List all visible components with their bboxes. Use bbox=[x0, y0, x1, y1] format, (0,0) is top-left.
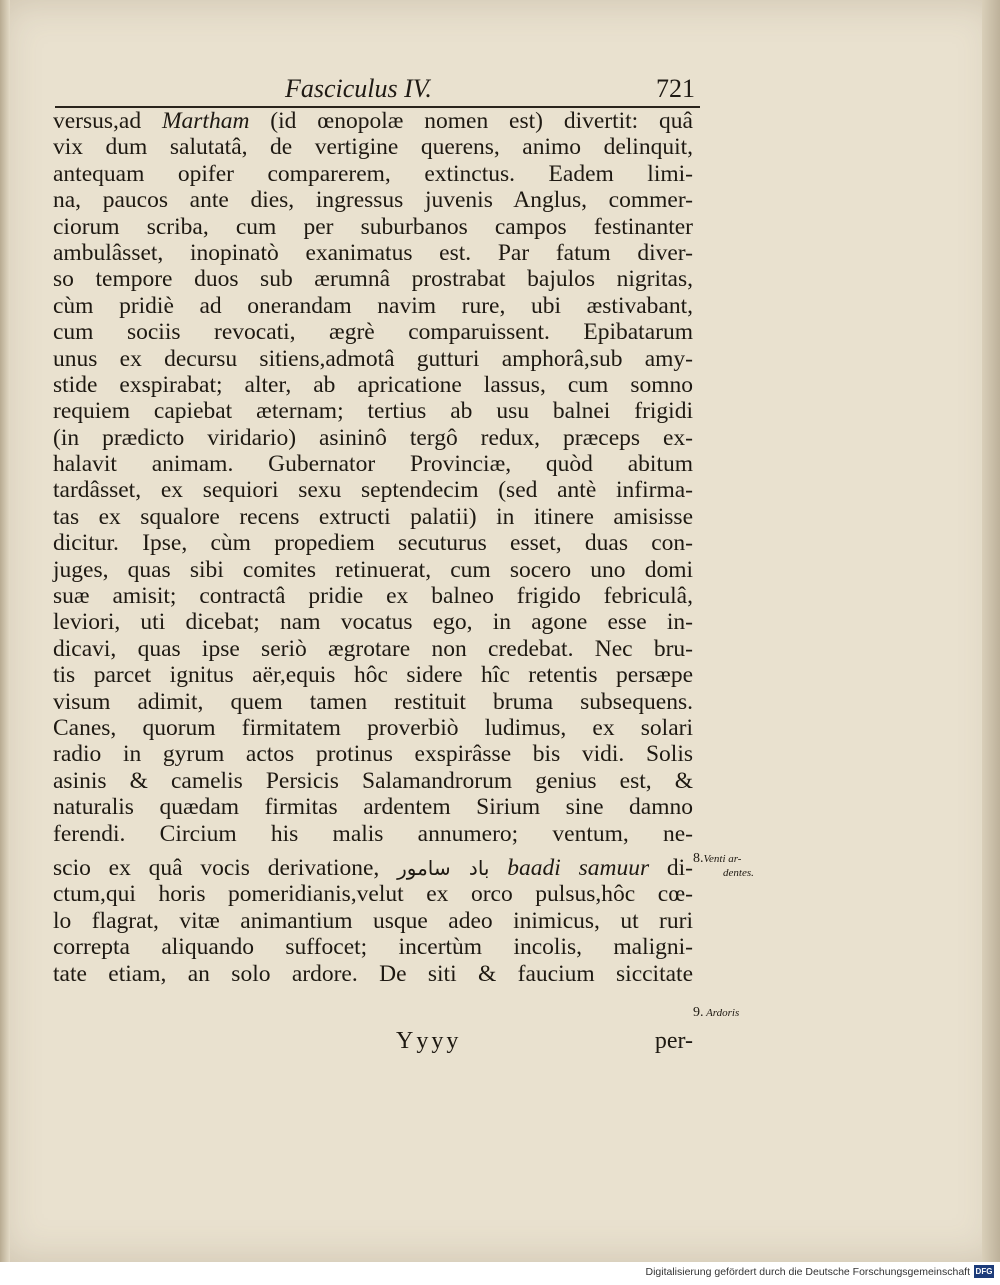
transliteration: baadi samuur bbox=[489, 854, 650, 881]
text-line: cum sociis revocati, ægrè comparuissent. Epibatarum bbox=[53, 319, 693, 346]
dfg-logo: DFG bbox=[975, 1267, 993, 1276]
margin-note-ardoris: 9. Ardoris bbox=[693, 1005, 740, 1020]
arabic-word: باد سامور bbox=[397, 855, 490, 880]
text-line: tardâsset, ex sequiori sexu septendecim (sed antè infirma- bbox=[53, 477, 693, 504]
text-line: versus,ad Martham (id œnopolæ nomen est) divertit: quâ bbox=[53, 108, 693, 134]
text-line: ambulâsset, inopinatò exanimatus est. Par fatum diver- bbox=[53, 239, 693, 266]
text-line: dicitur. Ipse, cùm propediem secuturus esset, duas con- bbox=[53, 530, 693, 557]
signature-mark: Yyyy bbox=[396, 1028, 462, 1054]
text-line: ferendi. Circium his malis annumero; ventum, ne- bbox=[53, 820, 693, 847]
text-line: ciorum scriba, cum per suburbanos campos festinanter bbox=[53, 213, 693, 240]
running-title: Fasciculus IV. bbox=[285, 74, 432, 103]
text-line: cùm pridiè ad onerandam navim rure, ubi æstivabant, bbox=[53, 292, 693, 319]
body-text bbox=[53, 108, 693, 987]
text-line: radio in gyrum actos protinus exspirâsse bis vidi. Solis bbox=[53, 741, 693, 768]
text-line: stide exspirabat; alter, ab apricatione lassus, cum somno bbox=[53, 371, 693, 398]
text-line: vix dum salutatâ, de vertigine querens, animo delinquit, bbox=[53, 134, 693, 161]
text-line: na, paucos ante dies, ingressus juvenis Anglus, commer- bbox=[53, 187, 693, 214]
page-left-edge bbox=[0, 0, 10, 1262]
text-line: leviori, uti dicebat; nam vocatus ego, in agone esse in- bbox=[53, 609, 693, 636]
text-line-arabic: scio ex quâ vocis derivatione, باد سامور baadi samuur di- bbox=[53, 854, 694, 881]
text-line: (in prædicto viridario) asininô tergô redux, præceps ex- bbox=[53, 424, 693, 451]
page-footer bbox=[53, 1028, 693, 1056]
text-line: antequam opifer comparerem, extinctus. Eadem limi- bbox=[53, 160, 693, 187]
text-line: lo flagrat, vitæ animantium usque adeo inimicus, ut ruri bbox=[53, 907, 693, 934]
page-header bbox=[55, 74, 695, 104]
text-line: halavit animam. Gubernator Provinciæ, quòd abitum bbox=[53, 451, 693, 478]
text-line: tate etiam, an solo ardore. De siti & faucium siccitate bbox=[53, 960, 693, 987]
text-line: unus ex decursu sitiens,admotâ gutturi amphorâ,sub amy- bbox=[53, 345, 693, 372]
text-line: tis parcet ignitus aër,equis hôc sidere hîc retentis persæpe bbox=[53, 662, 693, 689]
text-line: tas ex squalore recens extructi palatii) in itinere amisisse bbox=[53, 503, 693, 530]
italic-name: Martham bbox=[161, 108, 250, 134]
funding-credit: Digitalisierung gefördert durch die Deutsche Forschungsgemeinschaft bbox=[645, 1266, 970, 1278]
margin-note-venti: 8.Venti ar- dentes. bbox=[693, 851, 754, 879]
credit-bar bbox=[0, 1262, 1000, 1285]
text-line: requiem capiebat æternam; tertius ab usu balnei frigidi bbox=[53, 398, 693, 425]
page-number: 721 bbox=[656, 74, 695, 103]
page-right-edge bbox=[982, 0, 1000, 1262]
text-line: Canes, quorum firmitatem proverbiò ludimus, ex solari bbox=[53, 714, 693, 741]
text-line: suæ amisit; contractâ pridie ex balneo frigido febriculâ, bbox=[53, 583, 693, 610]
catchword: per- bbox=[654, 1028, 693, 1054]
text-line: juges, quas sibi comites retinuerat, cum socero uno domi bbox=[53, 556, 693, 583]
text-line: visum adimit, quem tamen restituit bruma subsequens. bbox=[53, 688, 693, 715]
text-line: naturalis quædam firmitas ardentem Sirium sine damno bbox=[53, 794, 693, 821]
text-line: ctum,qui horis pomeridianis,velut ex orco pulsus,hôc cœ- bbox=[53, 881, 693, 908]
text-line: dicavi, quas ipse seriò ægrotare non credebat. Nec bru- bbox=[53, 635, 693, 662]
text-line: asinis & camelis Persicis Salamandrorum genius est, & bbox=[53, 767, 693, 794]
text-line: so tempore duos sub ærumnâ prostrabat bajulos nigritas, bbox=[53, 266, 693, 293]
text-line: correpta aliquando suffocet; incertùm incolis, maligni- bbox=[53, 934, 693, 961]
